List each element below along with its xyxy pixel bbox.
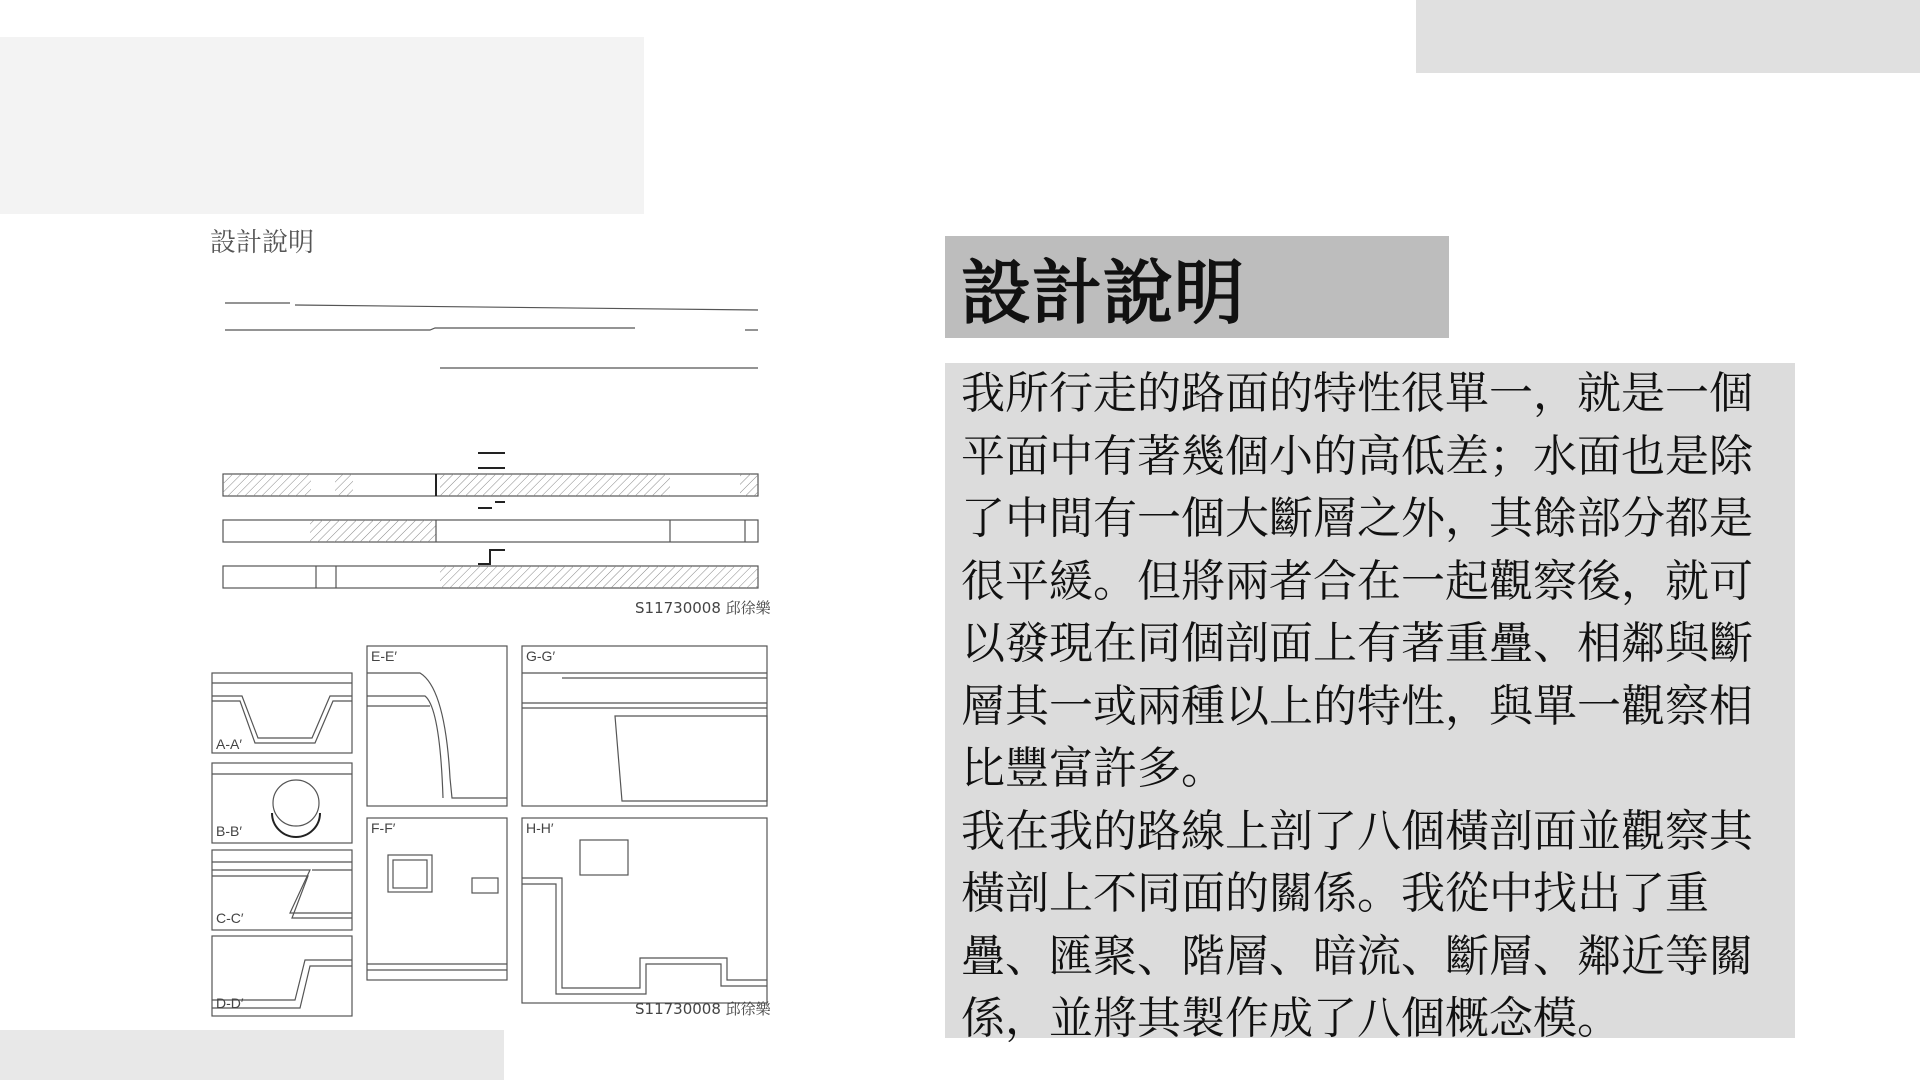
slide-title: 設計說明: [961, 251, 1245, 334]
section-e: [367, 646, 507, 806]
decorative-panel-bottom-left: [0, 1030, 504, 1080]
description-panel: [945, 363, 1795, 1044]
section-drawing-svg: [200, 218, 780, 1028]
section-label-b: B-B′: [216, 823, 242, 839]
signature-top: S11730008 邱徐樂: [635, 599, 771, 617]
section-a: [212, 673, 352, 753]
section-label-d: D-D′: [216, 995, 244, 1011]
scanned-section-drawing: [200, 218, 780, 1028]
decorative-panel-top-right: [1416, 0, 1920, 73]
section-label-c: C-C′: [216, 910, 244, 926]
signature-bottom: S11730008 邱徐樂: [635, 1000, 771, 1018]
title-banner: [945, 236, 1449, 338]
section-d: [212, 936, 352, 1016]
description-paragraph-1: 我所行走的路面的特性很單一，就是一個 平面中有著幾個小的高低差；水面也是除 了中間有一個大斷層之外，其餘部分都是 很平緩。但將兩者合在一起觀察後，就可 以發現在同個剖面上有著重疊、相鄰與斷 層其一或兩種以上的特性，與單一觀察相 比豐富許多。: [961, 368, 1753, 794]
elevation-strips: [223, 474, 758, 588]
section-h: [522, 818, 767, 1003]
section-label-g: G-G′: [526, 648, 556, 664]
section-label-a: A-A′: [216, 736, 242, 752]
section-label-f: F-F′: [371, 820, 396, 836]
section-f: [367, 818, 507, 980]
section-b: [212, 763, 352, 843]
description-paragraph-2: 我在我的路線上剖了八個橫剖面並觀察其 橫剖上不同面的關係。我從中找出了重 疊、匯聚、階層、暗流、斷層、鄰近等關 係，並將其製作成了八個概念模。: [961, 805, 1753, 1044]
drawing-heading: 設計說明: [210, 228, 315, 258]
section-g: [522, 646, 767, 806]
section-label-e: E-E′: [371, 648, 397, 664]
plan-lines: [225, 303, 758, 564]
section-c: [212, 850, 352, 930]
section-label-h: H-H′: [526, 820, 554, 836]
decorative-panel-top-left: [0, 37, 644, 214]
